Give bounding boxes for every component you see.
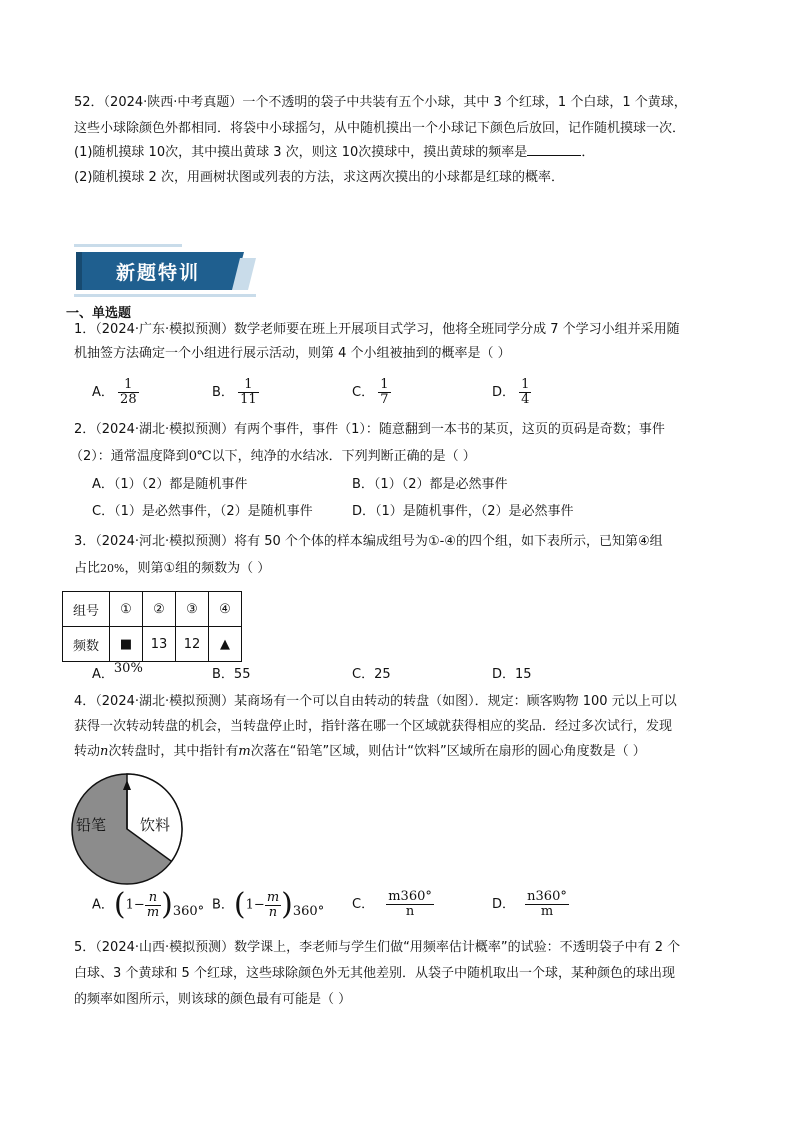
table-cell: 组号 [63, 592, 110, 627]
q4-line2: 获得一次转动转盘的机会，当转盘停止时，指针落在哪一个区域就获得相应的奖品．经过多次试行，发现 [74, 719, 673, 734]
q4-line3: 转动n次转盘时，其中指针有m次落在“铅笔”区域，则估计“饮料”区域所在扇形的圆心角度数是（ ） [74, 744, 646, 759]
fraction: $\frac{m}{n}$ [266, 889, 280, 920]
temperature: 0℃ [188, 449, 212, 464]
q52-line3-end: ． [581, 145, 595, 160]
q1-line1: 1．（2024·广东·模拟预测）数学老师要在班上开展项目式学习，他将全班同学分成 7 个学习小组并采用随 [74, 322, 680, 337]
pencil-region-label: 铅笔 [76, 816, 107, 834]
fraction: $\frac{1}{7}$ [380, 377, 389, 407]
group-table [62, 591, 242, 662]
table-cell: 频数 [63, 627, 110, 662]
q1-option-c[interactable] [352, 378, 391, 407]
option-label: D． [492, 385, 516, 400]
table-row [63, 592, 242, 627]
q3-option-a[interactable]: A．30% [92, 661, 143, 682]
q2-option-a[interactable]: A．（1）（2）都是随机事件 [92, 477, 248, 492]
table-cell: ■ [110, 627, 143, 662]
table-cell: 13 [143, 627, 176, 662]
q4-option-a[interactable]: A．(1− $\frac{n}{m}$ )360° [92, 887, 205, 922]
q3-option-c[interactable]: C．25 [352, 667, 391, 682]
q3-line1: 3．（2024·河北·模拟预测）将有 50 个个体的样本编成组号为①-④的四个组，如下表所示，已知第④组 [74, 534, 663, 549]
section-banner [74, 244, 256, 298]
q1-option-a[interactable] [92, 378, 139, 407]
q1-line2: 机抽签方法确定一个小组进行展示活动，则第 4 个小组被抽到的概率是（ ） [74, 346, 511, 361]
drink-region-label: 饮料 [140, 816, 171, 834]
fraction: $\frac{m360^\circ}{n}$ [388, 889, 432, 919]
fraction: $\frac{n}{m}$ [146, 889, 160, 920]
q52-line1: 52．（2024·陕西·中考真题）一个不透明的袋子中共装有五个小球，其中 3 个红球，1 个白球，1 个黄球， [74, 95, 687, 110]
q5-line2: 白球、3 个黄球和 5 个红球，这些球除颜色外无其他差别．从袋子中随机取出一个球，某种颜色的球出现 [74, 966, 675, 981]
q4-option-d[interactable]: D． $\frac{n360^\circ}{m}$ [492, 889, 567, 919]
q4-option-b[interactable]: B．(1− $\frac{m}{n}$ )360° [212, 887, 325, 922]
q52-line3-text: (1)随机摸球 10次，其中摸出黄球 3 次，则这 10次摸球中，摸出黄球的频率是 [74, 145, 528, 160]
table-cell: ▲ [209, 627, 242, 662]
q52-line4: (2)随机摸球 2 次，用画树状图或列表的方法，求这两次摸出的小球都是红球的概率． [74, 170, 564, 185]
q5-line3: 的频率如图所示，则该球的颜色最有可能是（ ） [74, 992, 352, 1007]
table-cell: ③ [176, 592, 209, 627]
option-label: A． [92, 385, 114, 400]
option-label: C． [352, 385, 375, 400]
fraction: $\frac{n360^\circ}{m}$ [527, 889, 567, 919]
q1-option-d[interactable] [492, 378, 531, 407]
q4-option-c[interactable]: C． $\frac{m360^\circ}{n}$ [352, 889, 432, 919]
q3-line2: 占比20%，则第①组的频数为（ ） [74, 561, 271, 576]
q4-line1: 4．（2024·湖北·模拟预测）某商场有一个可以自由转动的转盘（如图）．规定：顾客购物 100 元以上可以 [74, 694, 677, 709]
answer-blank [527, 143, 581, 156]
q5-line1: 5．（2024·山西·模拟预测）数学课上，李老师与学生们做“用频率估计概率”的试验：不透明袋子中有 2 个 [74, 940, 681, 955]
q1-option-b[interactable] [212, 378, 259, 407]
fraction: $\frac{1}{28}$ [120, 377, 137, 407]
q52-line3 [74, 143, 594, 163]
table-cell: ② [143, 592, 176, 627]
q2-line2: （2）：通常温度降到0℃以下，纯净的水结冰．下列判断正确的是（ ） [70, 449, 476, 464]
option-label: B． [212, 385, 234, 400]
q2-option-b[interactable]: B．（1）（2）都是必然事件 [352, 477, 508, 492]
fraction: $\frac{1}{11}$ [240, 377, 257, 407]
section-title: 一、单选题 [66, 306, 132, 321]
table-cell: ④ [209, 592, 242, 627]
spinner-wheel [70, 772, 184, 886]
q3-option-b[interactable]: B．55 [212, 667, 251, 682]
banner-title: 新题特训 [116, 262, 201, 284]
q2-line1: 2．（2024·湖北·模拟预测）有两个事件，事件（1）：随意翻到一本书的某页，这页的页码是奇数；事件 [74, 422, 665, 437]
q2-option-c[interactable]: C．（1）是必然事件，（2）是随机事件 [92, 504, 313, 519]
q3-option-d[interactable]: D．15 [492, 667, 532, 682]
fraction: $\frac{1}{4}$ [521, 377, 530, 407]
table-row [63, 627, 242, 662]
table-cell: ① [110, 592, 143, 627]
q52-line2: 这些小球除颜色外都相同．将袋中小球摇匀，从中随机摸出一个小球记下颜色后放回，记作随机摸球一次． [74, 121, 686, 136]
table-cell: 12 [176, 627, 209, 662]
q2-option-d[interactable]: D．（1）是随机事件，（2）是必然事件 [352, 504, 574, 519]
